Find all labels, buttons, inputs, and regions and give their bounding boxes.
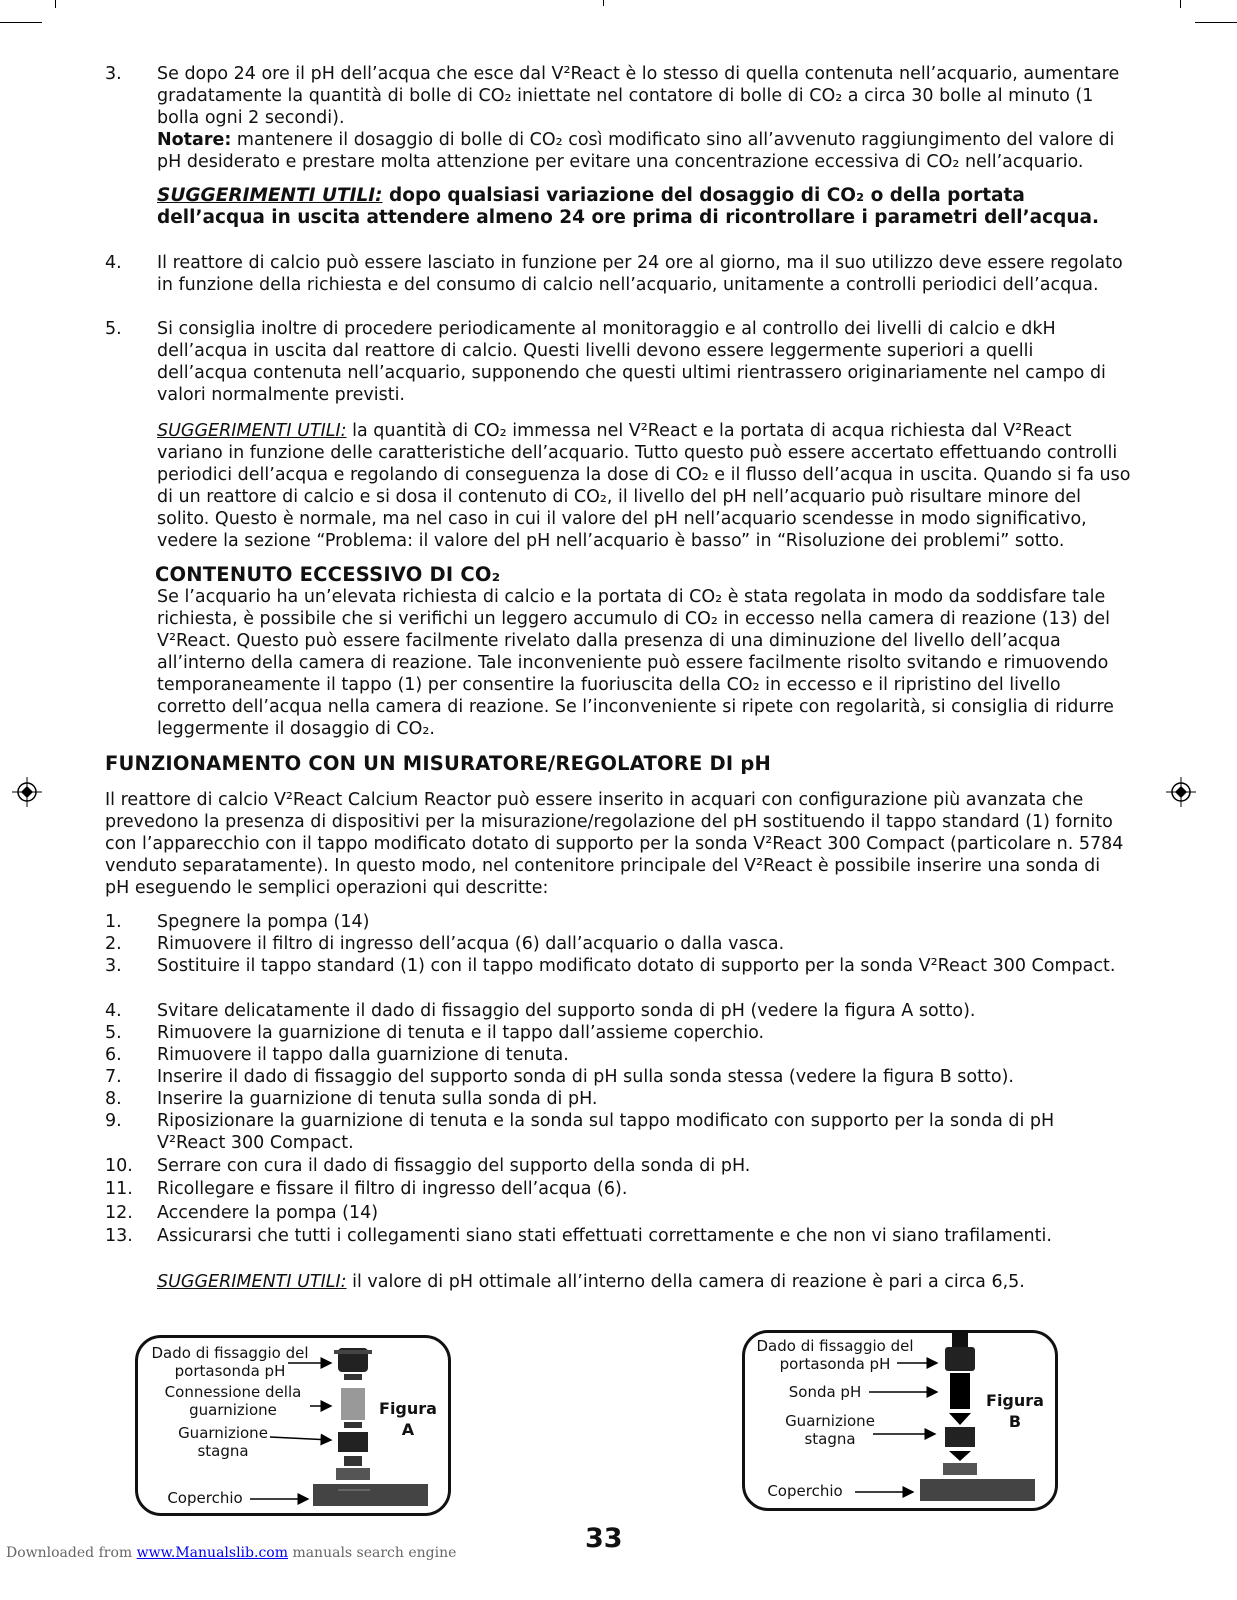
step-text: Rimuovere la guarnizione di tenuta e il tappo dall’assieme coperchio.: [157, 1023, 765, 1043]
crop-mark: [0, 22, 42, 23]
step-number: 12.: [105, 1203, 133, 1223]
item-text: Si consiglia inoltre di procedere periodicamente al monitoraggio e al controllo dei livelli di calcio e dkH dell’acqua in uscita dal reattore di calcio. Questi livelli devono essere leggermente superiori a quelli dell’acqua contenuta nell’acquario, supponendo che questi ultimi rientrassero originariamente nel campo di valori normalmente previsti.: [157, 319, 1106, 405]
step-number: 4.: [105, 1001, 122, 1021]
step-text: Svitare delicatamente il dado di fissaggio del supporto sonda di pH (vedere la figura A sotto).: [157, 1001, 976, 1021]
section-heading: FUNZIONAMENTO CON UN MISURATORE/REGOLATORE DI pH: [105, 752, 772, 775]
step-item: [105, 955, 1125, 977]
step-item: [105, 1202, 1125, 1224]
registration-mark-icon: [12, 777, 42, 807]
tip-label: SUGGERIMENTI UTILI:: [157, 185, 383, 206]
registration-mark-icon: [1166, 777, 1196, 807]
step-text: Inserire la guarnizione di tenuta sulla sonda di pH.: [157, 1089, 598, 1109]
step-item: [105, 1066, 1125, 1088]
figure-label-cover: Coperchio: [167, 1489, 243, 1507]
intro-paragraph: Il reattore di calcio V²React Calcium Reactor può essere inserito in acquari con configurazione più avanzata che prevedono la presenza di dispositivi per la misurazione/regolazione del pH sostituendo il tappo standard (1) fornito con l’apparecchio con il tappo modificato dotato di supporto per la sonda V²React 300 Compact (particolare n. 5784 venduto separatamente). In questo modo, nel contenitore principale del V²React è possibile inserire una sonda di pH eseguendo le semplici operazioni qui descritte:: [105, 790, 1124, 898]
step-number: 11.: [105, 1179, 133, 1199]
tip-label: SUGGERIMENTI UTILI:: [157, 421, 347, 441]
crop-mark: [1180, 0, 1181, 8]
footer-suffix: manuals search engine: [292, 1545, 457, 1561]
list-number: 3.: [105, 64, 122, 84]
tip-text: la quantità di CO₂ immessa nel V²React e la portata di acqua richiesta dal V²React variano in funzione delle caratteristiche dell’acquario. Tutto questo può essere accertato effettuando controlli periodici dell’acqua e regolando di conseguenza la dose di CO₂ e il flusso dell’acqua in uscita. Quando si fa uso di un reattore di calcio e si dosa il contenuto di CO₂, il livello del pH nell’acquario può risultare minore del solito. Questo è normale, ma nel caso in cui il valore del pH nell’acquario scendesse in modo significativo, vedere la sezione “Problema: il valore del pH nell’acquario è basso” in “Risoluzione dei problemi” sotto.: [157, 421, 1131, 551]
item-text: Se dopo 24 ore il pH dell’acqua che esce dal V²React è lo stesso di quella contenuta nell’acquario, aumentare gradatamente la quantità di bolle di CO₂ iniettate nel contatore di bolle di CO₂ a circa 30 bolle al minuto (1 bolla ogni 2 secondi).: [157, 64, 1120, 128]
step-item: [105, 1022, 1125, 1044]
note-paragraph: [157, 129, 1132, 173]
figure-title-word: Figura: [379, 1399, 437, 1418]
figure-title-letter: B: [1008, 1412, 1022, 1431]
figure-title-word: Figura: [986, 1391, 1044, 1410]
figure-b: [742, 1330, 1058, 1511]
step-item: [105, 1225, 1125, 1247]
crop-mark: [1195, 22, 1237, 23]
crop-mark: [603, 0, 604, 6]
list-item: [105, 252, 1125, 296]
figure-a-drawing: [138, 1338, 448, 1513]
figure-b-drawing: [745, 1333, 1055, 1508]
note-label: Notare:: [157, 130, 232, 150]
figure-label-seal: Guarnizione stagna: [178, 1424, 268, 1460]
tip-paragraph: [157, 1271, 1132, 1293]
tip-paragraph: [157, 420, 1132, 552]
step-item: [105, 933, 1125, 955]
step-item: [105, 1110, 1125, 1154]
step-text: Serrare con cura il dado di fissaggio del supporto della sonda di pH.: [157, 1156, 751, 1176]
figure-a: [135, 1335, 451, 1516]
step-text: Inserire il dado di fissaggio del supporto sonda di pH sulla sonda stessa (vedere la figura B sotto).: [157, 1067, 1014, 1087]
step-number: 2.: [105, 934, 122, 954]
step-number: 6.: [105, 1045, 122, 1065]
item-text: Il reattore di calcio può essere lasciato in funzione per 24 ore al giorno, ma il suo utilizzo deve essere regolato in funzione della richiesta e del consumo di calcio nell’acquario, unitamente a controlli periodici dell’acqua.: [157, 253, 1123, 295]
step-text: Spegnere la pompa (14): [157, 912, 370, 932]
tip-label: SUGGERIMENTI UTILI:: [157, 1272, 347, 1292]
step-item: [105, 1155, 1125, 1177]
tip-text: il valore di pH ottimale all’interno della camera di reazione è pari a circa 6,5.: [352, 1272, 1025, 1292]
step-number: 8.: [105, 1089, 122, 1109]
figure-label-connection: Connessione della guarnizione: [164, 1383, 302, 1419]
page-number: 33: [585, 1523, 623, 1554]
figure-label-cover: Coperchio: [767, 1482, 843, 1500]
section-heading: CONTENUTO ECCESSIVO DI CO₂: [155, 563, 501, 586]
crop-mark: [55, 0, 56, 8]
footer: [6, 1545, 456, 1561]
step-text: Riposizionare la guarnizione di tenuta e la sonda sul tappo modificato con supporto per la sonda di pH V²React 300 Compact.: [157, 1111, 1055, 1153]
step-text: Assicurarsi che tutti i collegamenti siano stati effettuati correttamente e che non vi siano trafilamenti.: [157, 1226, 1052, 1246]
step-number: 1.: [105, 912, 122, 932]
footer-prefix: Downloaded from: [6, 1545, 133, 1561]
figure-label-nut: Dado di fissaggio del portasonda pH: [756, 1337, 914, 1373]
figure-label-probe: Sonda pH: [788, 1383, 862, 1401]
list-item: [105, 318, 1125, 406]
step-number: 3.: [105, 956, 122, 976]
step-number: 9.: [105, 1111, 122, 1131]
step-text: Ricollegare e fissare il filtro di ingresso dell’acqua (6).: [157, 1179, 628, 1199]
step-number: 10.: [105, 1156, 133, 1176]
step-item: [105, 1088, 1125, 1110]
note-text: mantenere il dosaggio di bolle di CO₂ così modificato sino all’avvenuto raggiungimento del valore di pH desiderato e prestare molta attenzione per evitare una concentrazione eccessiva di CO₂ nell’acquario.: [157, 130, 1115, 172]
footer-link[interactable]: www.Manualslib.com: [136, 1545, 288, 1561]
step-text: Rimuovere il tappo dalla guarnizione di tenuta.: [157, 1045, 569, 1065]
step-item: [105, 1044, 1125, 1066]
figure-label-seal: Guarnizione stagna: [785, 1412, 875, 1448]
figure-title-letter: A: [401, 1420, 415, 1439]
step-text: Accendere la pompa (14): [157, 1203, 379, 1223]
step-number: 13.: [105, 1226, 133, 1246]
step-item: [105, 1178, 1125, 1200]
step-text: Rimuovere il filtro di ingresso dell’acqua (6) dall’acquario o dalla vasca.: [157, 934, 785, 954]
figure-label-nut: Dado di fissaggio del portasonda pH: [151, 1344, 309, 1380]
step-number: 7.: [105, 1067, 122, 1087]
step-item: [105, 1000, 1125, 1022]
tip-text: dopo qualsiasi variazione del dosaggio di CO₂ o della portata dell’acqua in uscita attendere almeno 24 ore prima di ricontrollare i parametri dell’acqua.: [157, 185, 1100, 228]
list-number: 4.: [105, 253, 122, 273]
step-item: [105, 911, 1125, 933]
step-number: 5.: [105, 1023, 122, 1043]
list-item: [105, 63, 1125, 129]
excess-paragraph: Se l’acquario ha un’elevata richiesta di calcio e la portata di CO₂ è stata regolata in modo da soddisfare tale richiesta, è possibile che si verifichi un leggero accumulo di CO₂ in eccesso nella camera di reazione (13) del V²React. Questo può essere facilmente rivelato dalla presenza di una diminuzione del livello dell’acqua all’interno della camera di reazione. Tale inconveniente può essere facilmente risolto svitando e rimuovendo temporaneamente il tappo (1) per consentire la fuoriuscita della CO₂ in eccesso e il ripristino del livello corretto dell’acqua nella camera di reazione. Se l’inconveniente si ripete con regolarità, si consiglia di ridurre leggermente il dosaggio di CO₂.: [157, 587, 1114, 739]
step-text: Sostituire il tappo standard (1) con il tappo modificato dotato di supporto per la sonda V²React 300 Compact.: [157, 956, 1116, 976]
list-number: 5.: [105, 319, 122, 339]
tip-paragraph: [157, 185, 1132, 229]
